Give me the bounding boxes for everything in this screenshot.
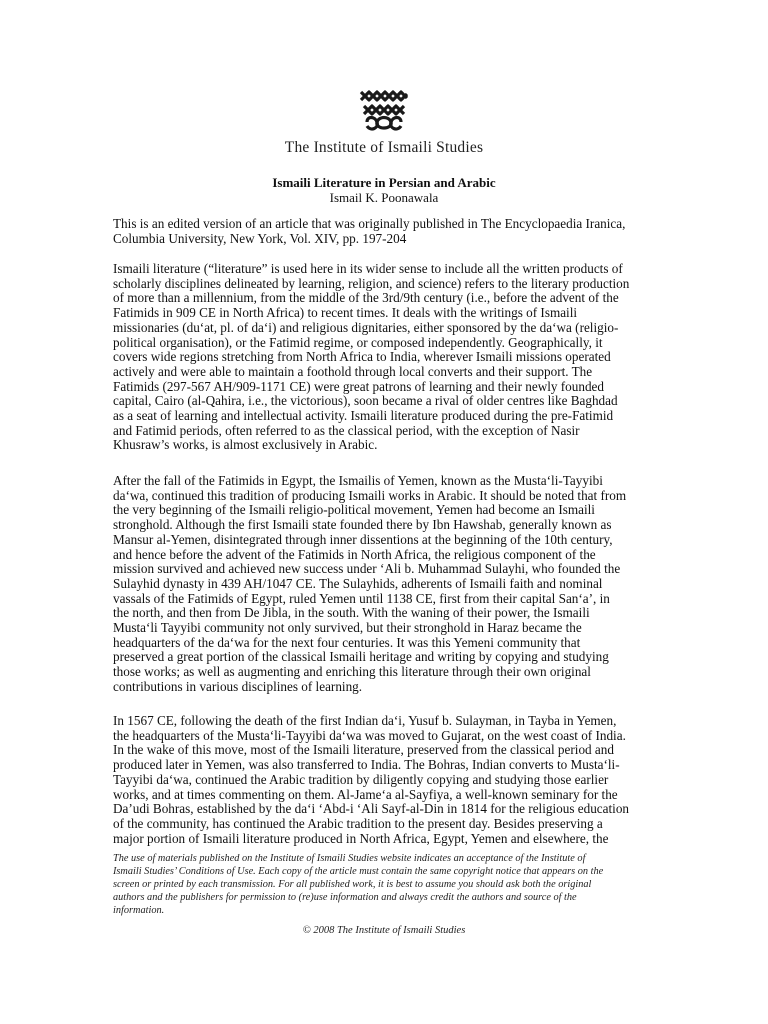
text-line: Khusraw’s works, is almost exclusively in Arabic. <box>113 437 378 453</box>
text-line: political organisation), or the Fatimid regime, or composed independently. Geographically, it <box>113 334 603 350</box>
text-line: preserved a great portion of the classical Ismaili heritage and writing by copying and studying <box>113 649 609 665</box>
text-line: Da’udi Bohras, established by the da‘i ‘Abd-i ‘Ali Sayf-al-Din in 1814 for the religious education <box>113 801 630 817</box>
text-line: vassals of the Fatimids of Egypt, ruled Yemen until 1138 CE, first from their capital San‘a’, in <box>113 590 610 606</box>
text-line: scholarly disciplines delineated by learning, religion, and science) refers to the literary production <box>113 275 630 291</box>
text-line: works, and at times commenting on them. Al-Jame‘a al-Sayfiya, a well-known seminary for the <box>113 786 618 802</box>
text-line: missionaries (du‘at, pl. of da‘i) and religious dignitaries, either sponsored by the da‘wa (religio- <box>113 319 619 335</box>
body-paragraph-2 <box>113 474 658 695</box>
body-paragraph-3 <box>113 714 658 846</box>
text-line: major portion of Ismaili literature produced in North Africa, Egypt, Yemen and elsewhere, the <box>113 830 609 846</box>
text-line: mission survived and achieved new success under ‘Ali b. Muhammad Sulayhi, who founded the <box>113 561 621 577</box>
text-line: Tayyibi da‘wa, continued the Arabic tradition by diligently copying and studying those earlier <box>113 771 609 787</box>
text-line: of the community, has continued the Arabic tradition to the present day. Besides preserving a <box>113 815 603 831</box>
conditions-of-use-disclaimer <box>113 852 658 917</box>
text-line: Fatimids (297-567 AH/909-1171 CE) were great patrons of learning and their newly founded <box>113 378 604 394</box>
text-line: da‘wa, continued this tradition of producing Ismaili works in Arabic. It should be noted that from <box>113 487 627 503</box>
text-line: actively and were able to maintain a foothold through local converts and their support. The <box>113 363 593 379</box>
text-line: The use of materials published on the Institute of Ismaili Studies website indicates an acceptance of the Institute of <box>113 853 586 864</box>
institute-knot-logo-icon <box>357 86 411 134</box>
text-line: headquarters of the da‘wa for the next four centuries. It was this Yemeni community that <box>113 634 581 650</box>
text-line: Sulayhid dynasty in 439 AH/1047 CE. The Sulayhids, adherents of Ismaili faith and nominal <box>113 575 603 591</box>
text-line: the north, and then from De Jibla, in the south. With the waning of their power, the Ismaili <box>113 605 590 621</box>
text-line: In the wake of this move, most of the Ismaili literature, preserved from the classical period and <box>113 742 614 758</box>
text-line: In 1567 CE, following the death of the first Indian da‘i, Yusuf b. Sulayman, in Tayba in Yemen, <box>113 713 617 728</box>
text-line: Ismaili literature (“literature” is used here in its wider sense to include all the written products of <box>113 261 623 276</box>
text-line: and hence before the advent of the Fatimids in North Africa, the religious component of the <box>113 546 596 562</box>
text-line: After the fall of the Fatimids in Egypt, the Ismailis of Yemen, known as the Musta‘li-Tayyibi <box>113 473 603 488</box>
text-line: Fatimids in 909 CE in North Africa) to recent times. It deals with the writings of Ismaili <box>113 305 578 321</box>
copyright-notice: © 2008 The Institute of Ismaili Studies <box>302 925 466 936</box>
text-line: and Fatimid periods, often referred to as the classical period, with the exception of Nasir <box>113 422 580 438</box>
text-line: the very beginning of the Ismaili religio-political movement, Yemen had become an Ismaili <box>113 502 595 518</box>
text-line: Mansur al-Yemen, disintegrated through inner dissentions at the beginning of the 10th century, <box>113 531 613 547</box>
body-paragraph-1 <box>113 262 658 453</box>
text-line: authors and the publishers for permission to (re)use information and always credit the authors and source of the <box>113 892 577 903</box>
text-line: covers wide regions stretching from North Africa to India, wherever Ismaili missions operated <box>113 349 611 365</box>
text-line: Ismaili Studies’ Conditions of Use. Each copy of the article must contain the same copyright notice that appears on the <box>113 866 604 877</box>
edition-note-paragraph <box>113 217 658 246</box>
text-line: capital, Cairo (al-Qahira, i.e., the victorious), soon became a rival of older centres like Baghdad <box>113 393 618 409</box>
text-line: Columbia University, New York, Vol. XIV, pp. 197-204 <box>113 230 407 246</box>
article-title: Ismaili Literature in Persian and Arabic <box>272 175 496 190</box>
text-line: produced later in Yemen, was also transferred to India. The Bohras, Indian converts to Musta‘li- <box>113 757 620 773</box>
article-author: Ismail K. Poonawala <box>329 190 439 205</box>
text-line: This is an edited version of an article that was originally published in The Encyclopaedia Iranica, <box>113 216 626 231</box>
text-line: information. <box>113 905 165 916</box>
text-line: the headquarters of the Musta‘li-Tayyibi da‘wa was moved to Gujarat, on the west coast of India. <box>113 727 626 743</box>
text-line: Musta‘li Tayyibi community not only survived, but their stronghold in Haraz became the <box>113 620 582 636</box>
text-line: as a seat of learning and intellectual activity. Ismaili literature produced during the pre-Fatimid <box>113 408 614 424</box>
text-line: stronghold. Although the first Ismaili state founded there by Ibn Hawshab, generally known as <box>113 517 612 533</box>
text-line: screen or printed by each transmission. For all published work, it is best to assume you should ask both the original <box>113 879 592 890</box>
text-line: contributions in various disciplines of learning. <box>113 678 363 694</box>
text-line: those works; as well as augmenting and enriching this literature through their own original <box>113 664 591 680</box>
text-line: of more than a millennium, from the middle of the 3rd/9th century (i.e., before the advent of the <box>113 290 619 306</box>
institute-name: The Institute of Ismaili Studies <box>284 139 484 156</box>
